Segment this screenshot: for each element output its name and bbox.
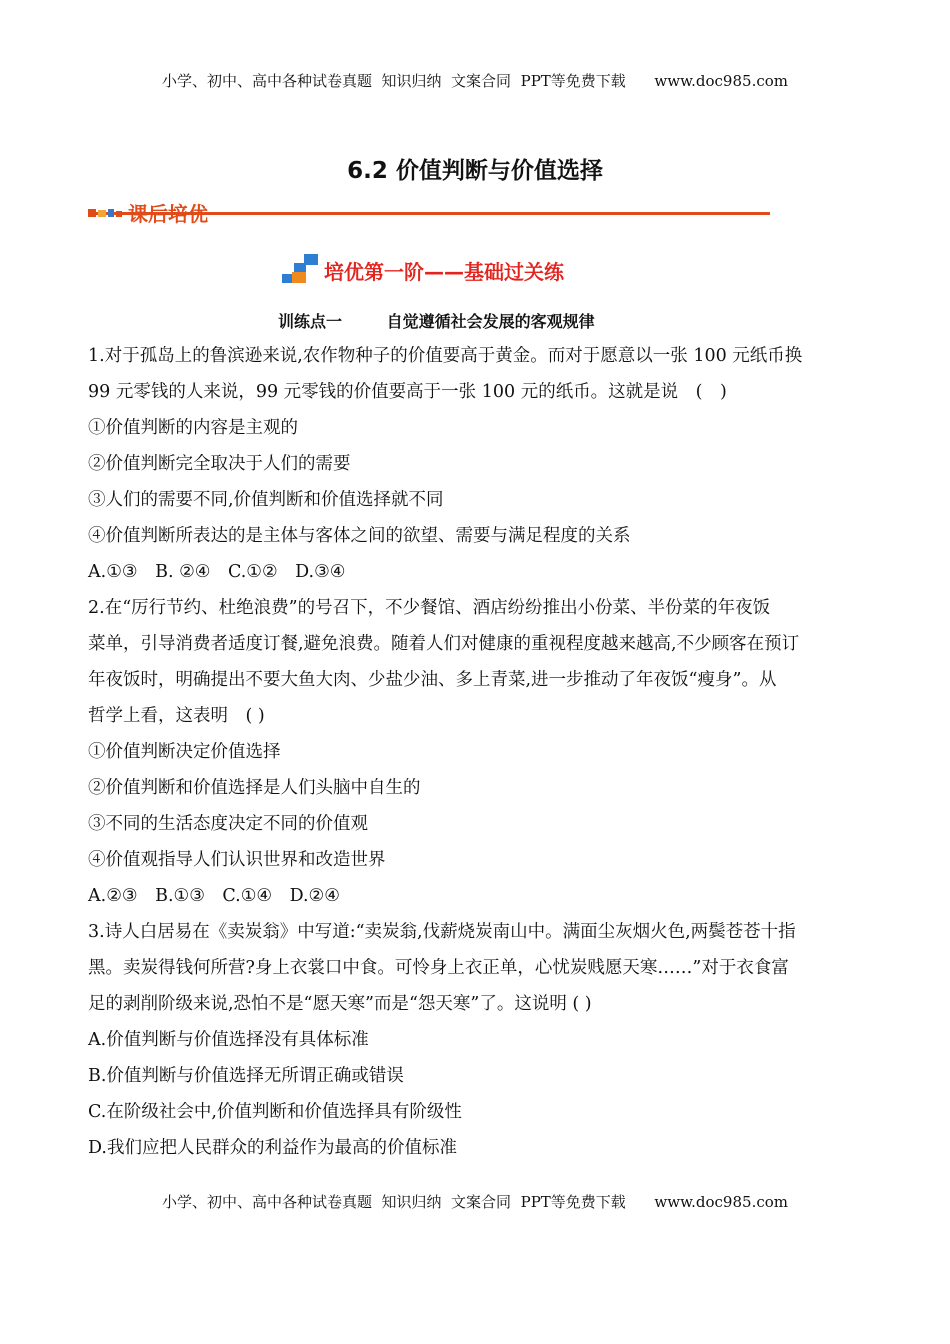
text-line: ①价值判断决定价值选择 (88, 742, 281, 762)
text-line: 3.诗人白居易在《卖炭翁》中写道:“卖炭翁,伐薪烧炭南山中。满面尘灰烟火色,两鬓苍苍十指 (88, 922, 796, 942)
text-line: 黑。卖炭得钱何所营?身上衣裳口中食。可怜身上衣正单，心忧炭贱愿天寒……”对于衣食富 (88, 958, 789, 978)
text-line: ②价值判断和价值选择是人们头脑中自生的 (88, 778, 421, 798)
staircase-blocks-icon (280, 254, 320, 286)
text-line: 哲学上看，这表明 ( ) (88, 706, 265, 726)
text-line: 2.在“厉行节约、杜绝浪费”的号召下，不少餐馆、酒店纷纷推出小份菜、半份菜的年夜饭 (88, 598, 771, 618)
page-header: 小学、初中、高中各种试卷真题 知识归纳 文案合同 PPT等免费下载 www.doc985.com (161, 72, 788, 90)
text-line: 年夜饭时，明确提出不要大鱼大肉、少盐少油、多上青菜,进一步推动了年夜饭“瘦身”。从 (88, 670, 777, 690)
page-footer: 小学、初中、高中各种试卷真题 知识归纳 文案合同 PPT等免费下载 www.doc985.com (161, 1193, 788, 1211)
text-line: 足的剥削阶级来说,恐怕不是“愿天寒”而是“怨天寒”了。这说明 ( ) (88, 994, 592, 1014)
stage-label: 培优第一阶——基础过关练 (324, 259, 564, 284)
text-line: ②价值判断完全取决于人们的需要 (88, 454, 351, 474)
text-line: 99 元零钱的人来说，99 元零钱的价值要高于一张 100 元的纸币。这就是说 ( ) (88, 382, 727, 402)
text-line: ③不同的生活态度决定不同的价值观 (88, 814, 368, 834)
text-line: A.①③ B. ②④ C.①② D.③④ (88, 562, 346, 582)
text-line: ①价值判断的内容是主观的 (88, 418, 298, 438)
text-line: ④价值观指导人们认识世界和改造世界 (88, 850, 386, 870)
question-content (88, 338, 868, 1166)
text-line: B.价值判断与价值选择无所谓正确或错误 (88, 1066, 404, 1086)
text-line: A.价值判断与价值选择没有具体标准 (88, 1030, 369, 1050)
text-line: ④价值判断所表达的是主体与客体之间的欲望、需要与满足程度的关系 (88, 526, 631, 546)
banner-label: 课后培优 (128, 202, 208, 226)
page-title: 6.2 价值判断与价值选择 (347, 158, 603, 184)
text-line: C.在阶级社会中,价值判断和价值选择具有阶级性 (88, 1102, 462, 1122)
text-line: ③人们的需要不同,价值判断和价值选择就不同 (88, 490, 444, 510)
training-point-heading (278, 309, 595, 332)
text-line: A.②③ B.①③ C.①④ D.②④ (88, 886, 340, 906)
text-line: 1.对于孤岛上的鲁滨逊来说,农作物种子的价值要高于黄金。而对于愿意以一张 100 元纸币换 (88, 346, 803, 366)
text-line: D.我们应把人民群众的利益作为最高的价值标准 (88, 1138, 457, 1158)
stage-heading (280, 254, 564, 286)
training-point-label: 训练点一 (278, 312, 343, 331)
book-stack-icon (88, 209, 122, 217)
training-point-text: 自觉遵循社会发展的客观规律 (386, 312, 595, 331)
text-line: 菜单，引导消费者适度订餐,避免浪费。随着人们对健康的重视程度越来越高,不少顾客在预订 (88, 634, 800, 654)
